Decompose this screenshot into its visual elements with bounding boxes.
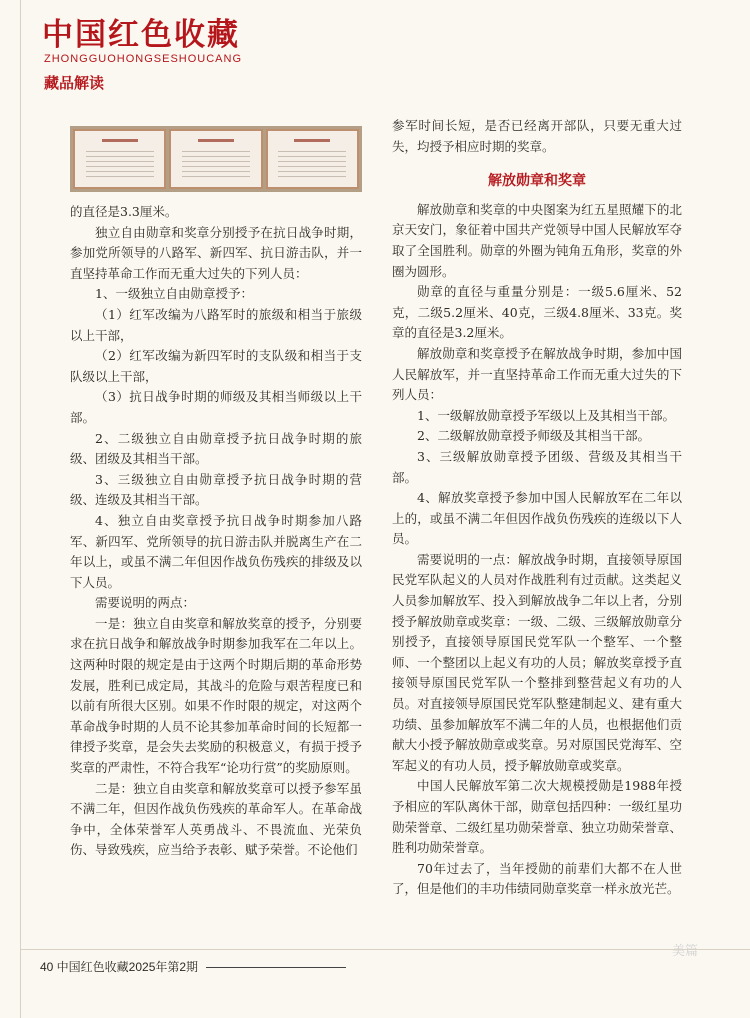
certificate-image — [73, 129, 166, 189]
paragraph: 解放勋章和奖章的中央图案为红五星照耀下的北京天安门，象征着中国共产党领导中国人民解放军夺取了全国胜利。勋章的外圈为钝角五角形，奖章的外圈为圆形。 — [392, 201, 682, 279]
paragraph: 70年过去了，当年授勋的前辈们大都不在人世了，但是他们的丰功伟绩同勋章奖章一样永放光芒。 — [392, 860, 682, 897]
paragraph: 参军时间长短，是否已经离开部队，只要无重大过失，均授予相应时期的奖章。 — [392, 118, 682, 154]
certificate-image — [266, 129, 359, 189]
footer-bar — [206, 967, 346, 968]
page-number-label: 40 中国红色收藏2025年第2期 — [40, 960, 199, 974]
magazine-pinyin: ZHONGGUOHONGSESHOUCANG — [44, 53, 243, 65]
paragraph: 1、一级解放勋章授予军级以上及其相当干部。 — [417, 407, 675, 423]
paragraph: 独立自由勋章和奖章分别授予在抗日战争时期，参加党所领导的八路军、新四军、抗日游击队，并一直坚持革命工作而无重大过失的下列人员： — [70, 224, 362, 281]
certificate-image — [169, 129, 262, 189]
paragraph: 3、三级独立自由勋章授予抗日战争时期的营级、连级及其相当干部。 — [70, 471, 362, 508]
paragraph: 中国人民解放军第二次大规模授勋是1988年授予相应的军队离休干部，勋章包括四种：一级红星功勋荣誉章、二级红星功勋荣誉章、独立功勋荣誉章、胜利功勋荣誉章。 — [392, 778, 682, 856]
paragraph: （2）红军改编为新四军时的支队级和相当于支队级以上干部， — [70, 348, 362, 384]
left-margin-rule — [20, 0, 21, 1018]
paragraph: （3）抗日战争时期的师级及其相当师级以上干部。 — [70, 389, 362, 425]
paragraph: 2、二级独立自由勋章授予抗日战争时期的旅级、团级及其相当干部。 — [70, 430, 362, 467]
paragraph: 需要说明的一点：解放战争时期，直接领导原国民党军队起义的人员对作战胜利有过贡献。这类起义人员参加解放军、投入到解放战争二年以上者，分别授予解放勋章或奖章：一级、二级、三级解放勋章分别授予，直接领导原国民党军队一个整军、一个整师、一个整团以上起义有功的人员；解放奖章授予直接领导原国民党军队一个整排到整营起义有功的人员。对直接领导原国民党军队整建制起义、建有重大功绩、虽参加解放军不满二年的人员，也根据他们贡献大小授予解放勋章或奖章。另对原国民党海军、空军起义的有功人员，授予解放勋章或奖章。 — [392, 551, 682, 773]
paragraph: （1）红军改编为八路军时的旅级和相当于旅级以上干部， — [70, 306, 362, 343]
watermark: 美篇 — [672, 944, 699, 959]
left-text-column — [70, 202, 362, 861]
right-text-column — [392, 116, 682, 900]
paragraph: 勋章的直径与重量分别是：一级5.6厘米、52克，二级5.2厘米、40克，三级4.8厘米、33克。奖章的直径是3.2厘米。 — [392, 284, 682, 341]
section-label: 藏品解读 — [44, 74, 105, 92]
footer-rule — [20, 949, 750, 950]
paragraph: 2、二级解放勋章授予师级及其相当干部。 — [417, 428, 650, 444]
certificates-photo — [70, 126, 362, 192]
paragraph: 4、解放奖章授予参加中国人民解放军在二年以上的，或虽不满二年但因作战负伤残疾的连级以下人员。 — [392, 490, 682, 547]
page-footer — [40, 958, 346, 975]
paragraph: 一是：独立自由奖章和解放奖章的授予，分别要求在抗日战争和解放战争时期参加我军在二年以上。这两种时限的规定是由于这两个时期后期的革命形势发展，胜利已成定局，其战斗的危险与艰苦程度已和以前有所很大区别。如果不作时限的规定，对这两个革命战争时期的人员不论其参加革命时间的长短都一律授予奖章，是会失去奖励的积极意义，有损于授予奖章的严肃性，不符合我军“论功行赏”的奖励原则。 — [70, 615, 362, 776]
paragraph: 3、三级解放勋章授予团级、营级及其相当干部。 — [392, 448, 682, 485]
paragraph: 1、一级独立自由勋章授予： — [95, 286, 253, 302]
paragraph: 解放勋章和奖章授予在解放战争时期，参加中国人民解放军，并一直坚持革命工作而无重大过失的下列人员： — [392, 345, 682, 403]
paragraph: 二是：独立自由奖章和解放奖章可以授予参军虽不满二年，但因作战负伤残疾的革命军人。在革命战争中，全体荣誉军人英勇战斗、不畏流血、光荣负伤、导致残疾，应当给予表彰、赋予荣誉。不论他们 — [70, 780, 362, 858]
magazine-title: 中国红色收藏 — [42, 17, 240, 53]
paragraph: 4、独立自由奖章授予抗日战争时期参加八路军、新四军、党所领导的抗日游击队并脱离生产在二年以上，或虽不满二年但因作战负伤残疾的排级及以下人员。 — [70, 512, 362, 590]
paragraph: 的直径是3.3厘米。 — [70, 204, 178, 219]
subheading: 解放勋章和奖章 — [488, 173, 586, 190]
paragraph: 需要说明的两点： — [95, 595, 196, 611]
